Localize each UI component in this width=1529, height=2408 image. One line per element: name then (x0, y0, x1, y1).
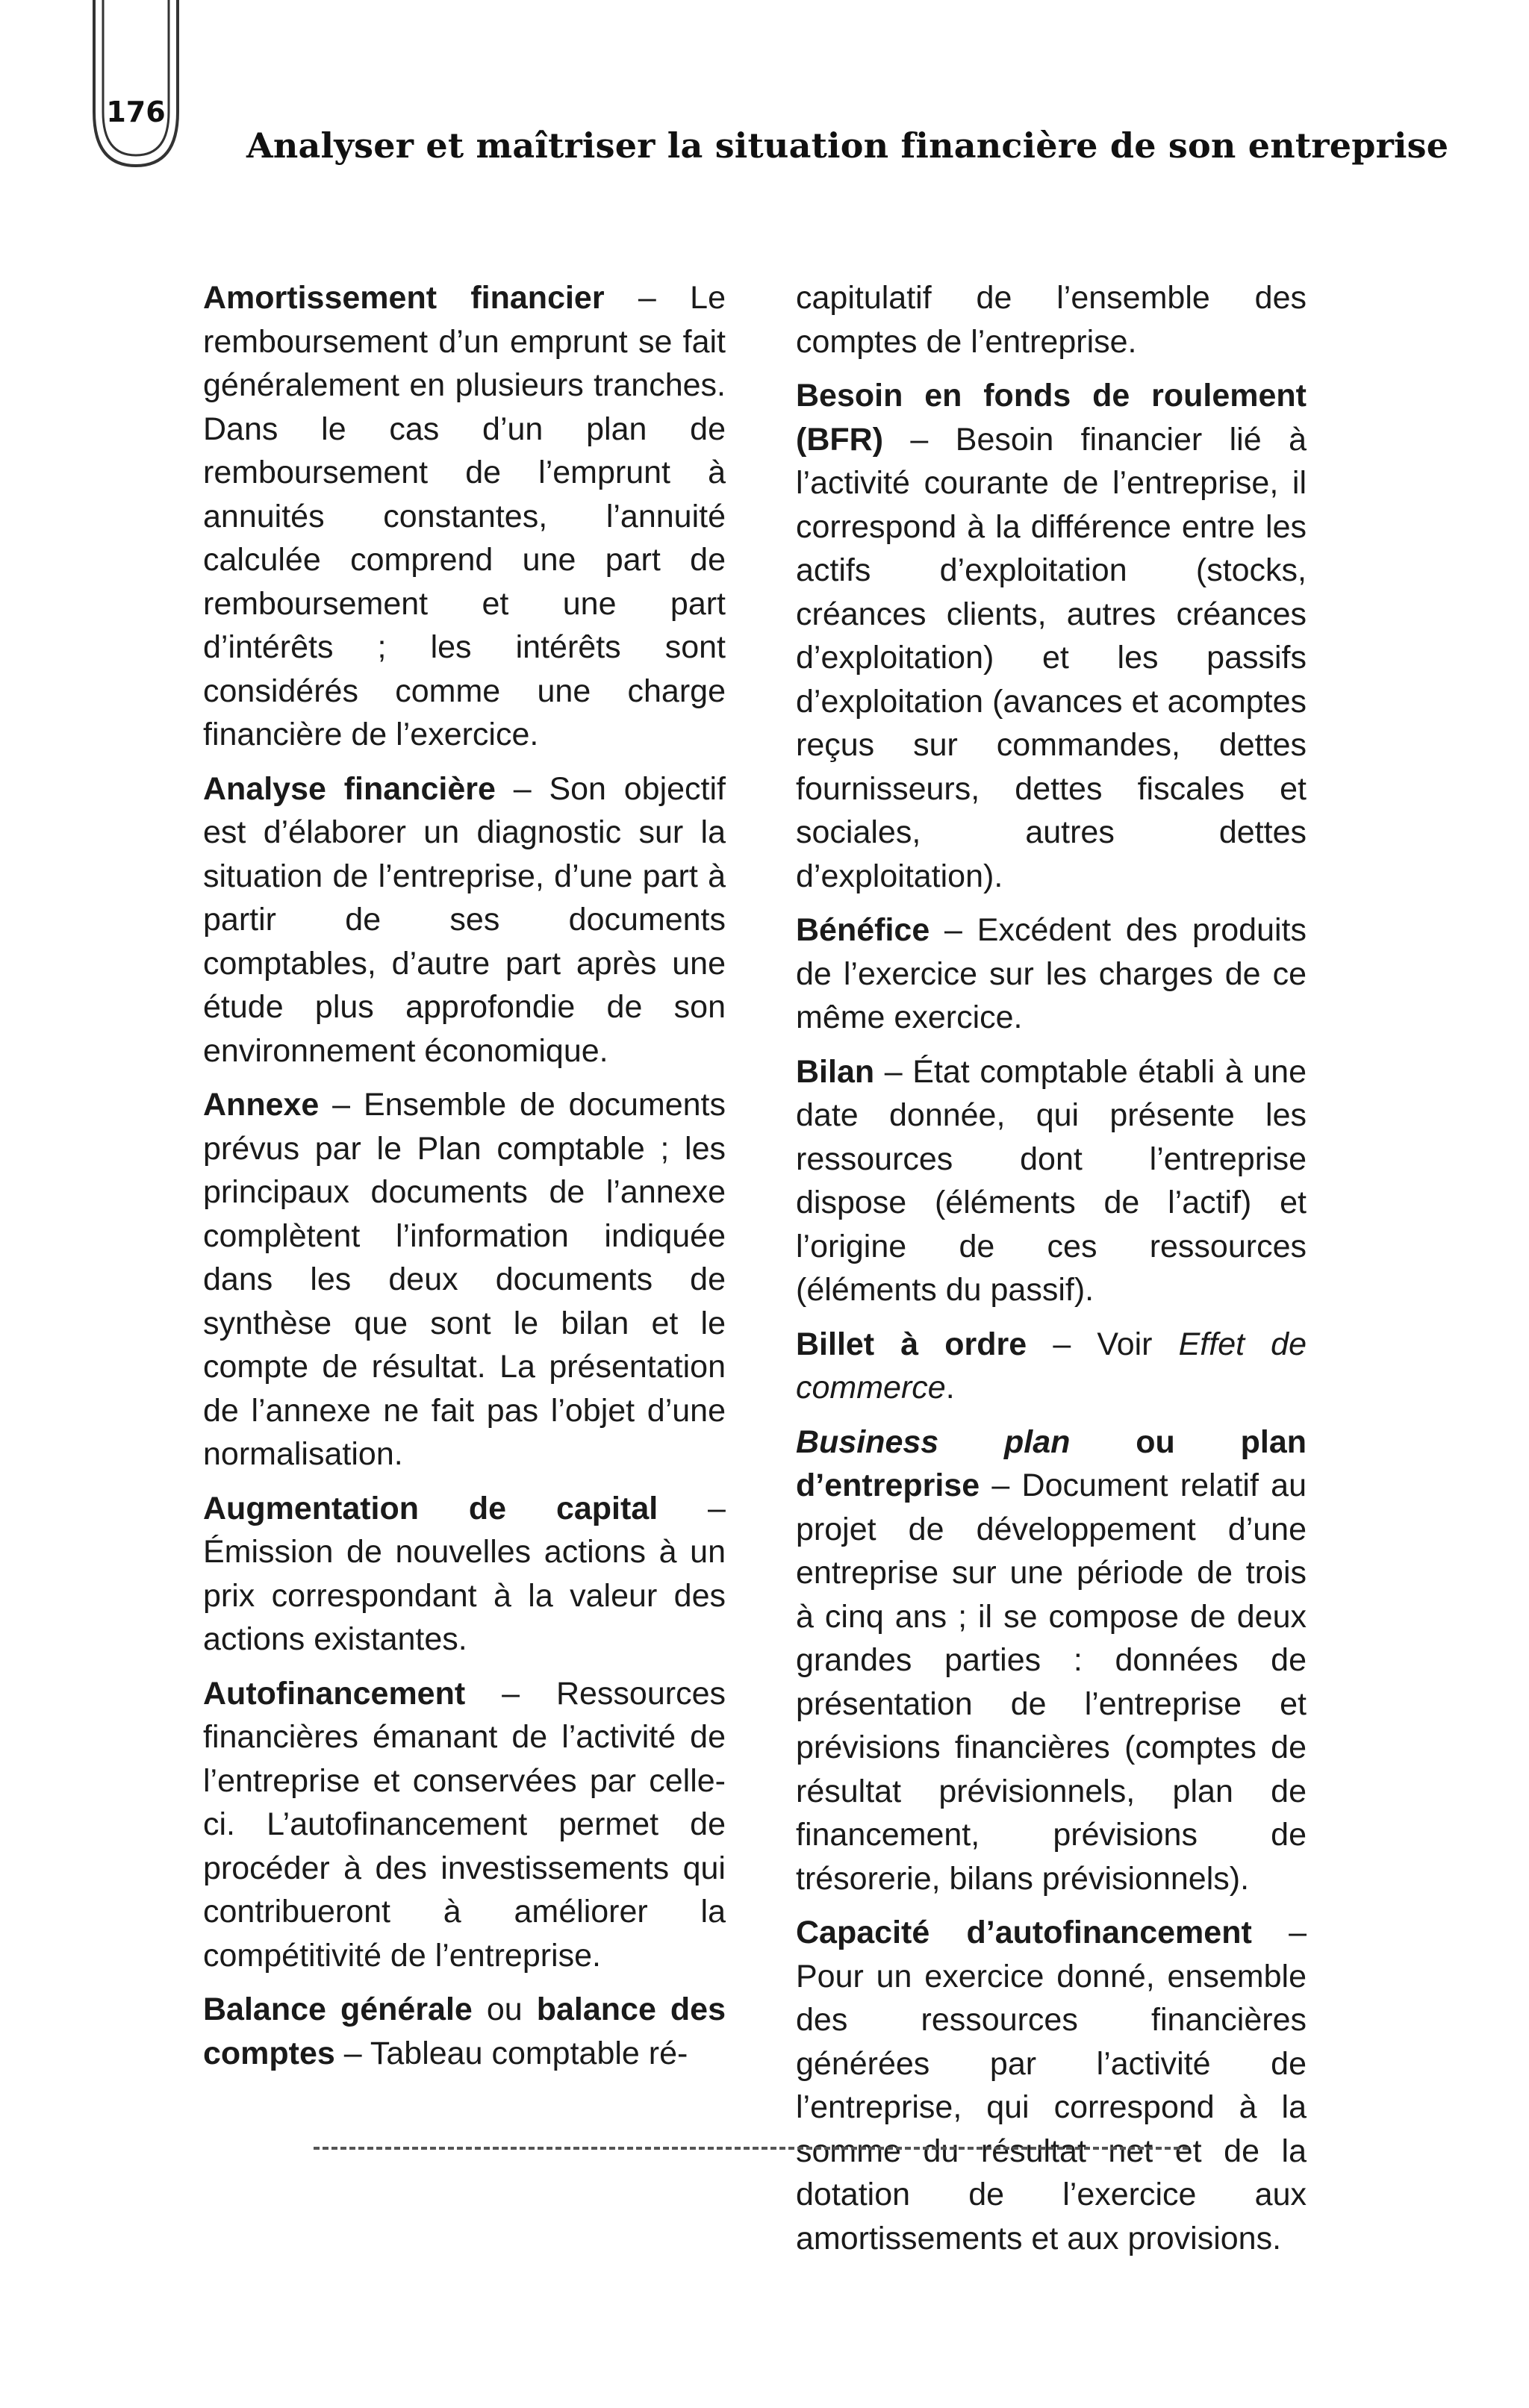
glossary-entry: Annexe – Ensemble de documents prévus par le Plan comptable ; les principaux documents de l’annexe complètent l’information indiquée dans les deux documents de synthèse que sont le bilan et le compte de résultat. La présentation de l’annexe ne fait pas l’objet d’une normalisation. (203, 1087, 726, 1472)
left-column (203, 276, 726, 2086)
glossary-entry: Augmentation de capital – Émission de nouvelles actions à un prix correspondant à la valeur des actions existantes. (203, 1490, 726, 1657)
glossary-entry: Analyse financière – Son objectif est d’élaborer un diagnostic sur la situation de l’entreprise, d’une part à partir de ses documents comptables, d’autre part après une étude plus approfondie de son environnement économique. (203, 770, 726, 1069)
entry-term: Bénéfice (796, 912, 930, 948)
entry-term: Annexe (203, 1087, 320, 1123)
glossary-entry: Billet à ordre – Voir Effet de commerce. (796, 1326, 1307, 1406)
entry-term: Capacité d’autofinancement (796, 1915, 1252, 1950)
entry-definition: Émission de nouvelles actions à un prix correspondant à la valeur des actions existantes. (203, 1534, 726, 1657)
glossary-entry: Balance générale ou balance des comptes – Tableau comptable ré- (203, 1991, 726, 2071)
entry-definition: capitulatif de l’ensemble des comptes de l’entreprise. (796, 280, 1307, 360)
entry-term: Augmentation de capital (203, 1490, 658, 1526)
entry-definition: Son objectif est d’élaborer un diagnostic sur la situation de l’entreprise, d’une part à partir de ses documents comptables, d’autre part après une étude plus approfondie de son environnement économique. (203, 770, 726, 1069)
entry-definition: Ressources financières émanant de l’activité de l’entreprise et conservées par celle-ci. L’autofinancement permet de procéder à des investissements qui contribueront à améliorer la compétitivité de l’entreprise. (203, 1675, 726, 1974)
entry-term: Balance générale (203, 1991, 473, 2027)
footer-dashed-rule (314, 2147, 1189, 2150)
glossary-entry: Bénéfice – Excédent des produits de l’exercice sur les charges de ce même exercice. (796, 912, 1307, 1035)
entry-definition: Excédent des produits de l’exercice sur les charges de ce même exercice. (796, 912, 1307, 1035)
entry-definition: Tableau comptable ré- (370, 2035, 688, 2071)
page-number-tab (90, 0, 182, 172)
entry-term: Bilan (796, 1053, 875, 1090)
glossary-entry: Amortissement financier – Le remboursement d’un emprunt se fait généralement en plusieurs tranches. Dans le cas d’un plan de remboursement de l’emprunt à annuités constantes, l’annuité calculée comprend une part de remboursement et une part d’intérêts ; les intérêts sont considérés comme une charge financière de l’exercice. (203, 280, 726, 752)
entry-term: Besoin en fonds de roulement (BFR) (796, 378, 1307, 458)
entry-term: ou plan d’entreprise (796, 1423, 1307, 1503)
running-title: Analyser et maîtriser la situation financière de son entreprise (246, 125, 1449, 166)
entry-term: Amortissement financier (203, 280, 605, 316)
glossary-entry: Capacité d’autofinancement – Pour un exercice donné, ensemble des ressources financières générées par l’activité de l’entreprise, qui correspond à la somme du résultat net et de la dotation de l’exercice aux amortissements et aux provisions. (796, 1915, 1307, 2256)
entry-definition: État comptable établi à une date donnée, qui présente les ressources dont l’entreprise dispose (éléments de l’actif) et l’origine de ces ressources (éléments du passif). (796, 1053, 1307, 1308)
glossary-entry: Besoin en fonds de roulement (BFR) – Besoin financier lié à l’activité courante de l’entreprise, il correspond à la différence entre les actifs d’exploitation (stocks, créances clients, autres créances d’exploitation) et les passifs d’exploitation (avances et acomptes reçus sur commandes, dettes fournisseurs, dettes fiscales et sociales, autres dettes d’exploitation). (796, 378, 1307, 894)
entry-term: Analyse financière (203, 770, 496, 807)
entry-term-alt: balance des comptes (203, 1991, 726, 2071)
entry-definition: Ensemble de documents prévus par le Plan comptable ; les principaux documents de l’annexe complètent l’information indiquée dans les deux documents de synthèse que sont le bilan et le compte de résultat. La présentation de l’annexe ne fait pas l’objet d’une normalisation. (203, 1087, 726, 1472)
glossary-entry: Autofinancement – Ressources financières émanant de l’activité de l’entreprise et conservées par celle-ci. L’autofinancement permet de procéder à des investissements qui contribueront à améliorer la compétitivité de l’entreprise. (203, 1675, 726, 1974)
glossary-entry: Bilan – État comptable établi à une date donnée, qui présente les ressources dont l’entreprise dispose (éléments de l’actif) et l’origine de ces ressources (éléments du passif). (796, 1053, 1307, 1308)
entry-term-italic: Business plan (796, 1423, 1071, 1460)
entry-definition: Pour un exercice donné, ensemble des ressources financières générées par l’activité de l’entreprise, qui correspond à la somme du résultat net et de la dotation de l’exercice aux amortissements et aux provisions. (796, 1958, 1307, 2256)
entry-definition: Le remboursement d’un emprunt se fait généralement en plusieurs tranches. Dans le cas d’un plan de remboursement de l’emprunt à annuités constantes, l’annuité calculée comprend une part de remboursement et une part d’intérêts ; les intérêts sont considérés comme une charge financière de l’exercice. (203, 280, 726, 752)
page-tab-outline-icon (90, 0, 182, 172)
entry-definition: Document relatif au projet de développement d’une entreprise sur une période de trois à cinq ans ; il se compose de deux grandes parties : données de présentation de l’entreprise et prévisions financières (comptes de résultat prévisionnels, plan de financement, prévisions de trésorerie, bilans prévisionnels). (796, 1467, 1307, 1897)
entry-term: Autofinancement (203, 1675, 466, 1712)
glossary-entry: Business plan ou plan d’entreprise – Document relatif au projet de développement d’une entreprise sur une période de trois à cinq ans ; il se compose de deux grandes parties : données de présentation de l’entreprise et prévisions financières (comptes de résultat prévisionnels, plan de financement, prévisions de trésorerie, bilans prévisionnels). (796, 1423, 1307, 1897)
page-number: 176 (106, 96, 166, 128)
cross-reference: Effet de commerce (796, 1326, 1307, 1406)
entry-definition: Besoin financier lié à l’activité courante de l’entreprise, il correspond à la différence entre les actifs d’exploitation (stocks, créances clients, autres créances d’exploitation) et les passifs d’exploitation (avances et acomptes reçus sur commandes, dettes fournisseurs, dettes fiscales et sociales, autres dettes d’exploitation). (796, 421, 1307, 894)
entry-term: Billet à ordre (796, 1326, 1027, 1362)
right-column (796, 276, 1307, 2271)
glossary-entry-continued (796, 276, 1307, 364)
